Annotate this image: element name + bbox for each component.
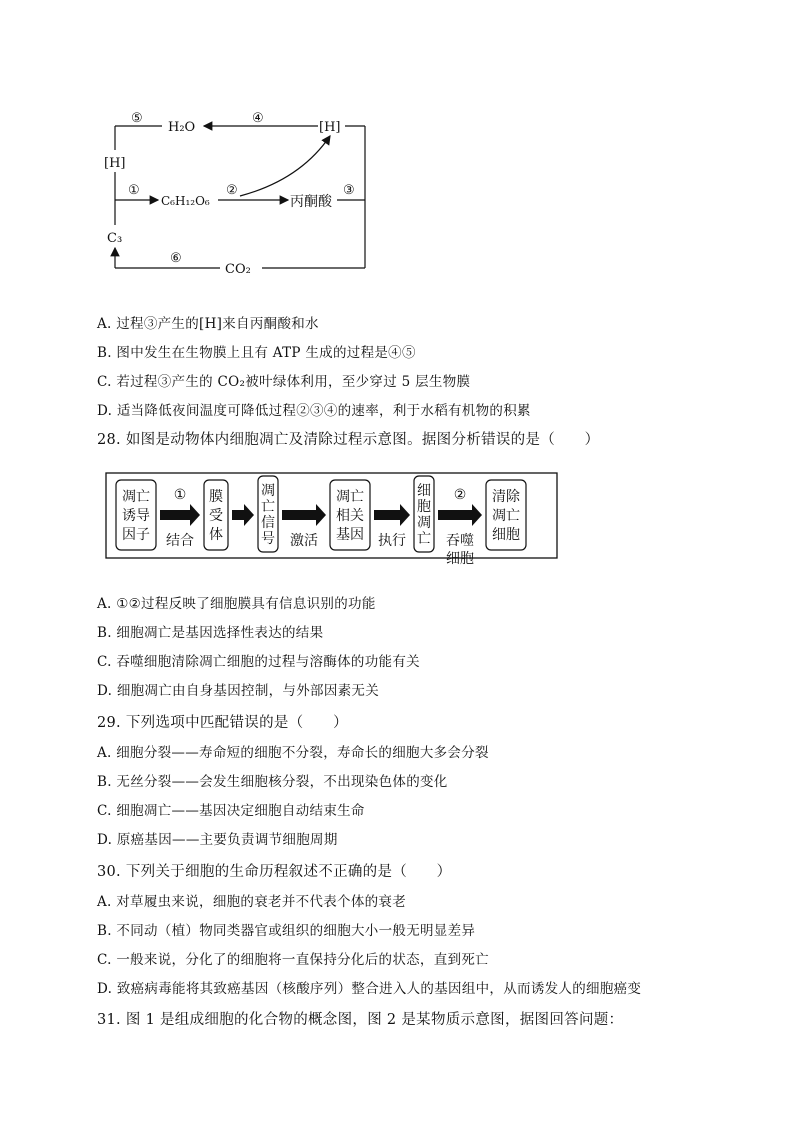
q27-option-c: C. 若过程③产生的 CO₂被叶绿体利用，至少穿过 5 层生物膜	[97, 374, 471, 390]
flow-arrow-4-bottom-label: 执行	[378, 533, 406, 549]
flow-box-4-text: 凋亡	[336, 489, 364, 505]
q29-option-d: D. 原癌基因——主要负责调节细胞周期	[97, 832, 338, 848]
label-circle-4: ④	[252, 111, 264, 126]
flow-box-4-text: 相关	[336, 508, 364, 524]
q28-option-c: C. 吞噬细胞清除凋亡细胞的过程与溶酶体的功能有关	[97, 654, 420, 670]
q29-option-a: A. 细胞分裂——寿命短的细胞不分裂，寿命长的细胞大多会分裂	[97, 745, 489, 761]
label-c3: C₃	[107, 231, 123, 246]
label-circle-2: ②	[226, 183, 238, 198]
flow-box-3-text: 凋	[261, 483, 275, 499]
apoptosis-diagram	[106, 473, 557, 567]
metabolism-diagram	[104, 111, 365, 277]
flow-box-3-text: 信	[261, 515, 275, 531]
label-circle-1: ①	[128, 183, 140, 198]
flow-box-5-text: 凋	[417, 515, 431, 531]
q30-option-b: B. 不同动（植）物同类器官或组织的细胞大小一般无明显差异	[97, 923, 476, 939]
flow-arrow-5-bottom-label: 细胞	[446, 551, 474, 567]
flow-box-5-text: 胞	[417, 499, 431, 515]
flow-box-2-text: 受	[209, 508, 223, 524]
q30-option-d: D. 致癌病毒能将其致癌基因（核酸序列）整合进入人的基因组中，从而诱发人的细胞癌变	[97, 981, 642, 997]
flow-arrow-1	[160, 504, 200, 526]
label-co2: CO₂	[225, 262, 251, 277]
flow-box-6-text: 细胞	[492, 527, 520, 543]
q31-stem: 31. 图 1 是组成细胞的化合物的概念图，图 2 是某物质示意图，据图回答问题：	[97, 1012, 624, 1028]
label-glucose: C₆H₁₂O₆	[161, 194, 210, 208]
q29-option-b: B. 无丝分裂——会发生细胞核分裂，不出现染色体的变化	[97, 774, 448, 790]
label-circle-6: ⑥	[170, 251, 182, 266]
flow-box-6-text: 凋亡	[492, 508, 520, 524]
flow-arrow-3-bottom-label: 激活	[290, 533, 318, 549]
q29-stem: 29. 下列选项中匹配错误的是（ ）	[97, 715, 348, 731]
label-h2o: H₂O	[168, 120, 196, 135]
flow-arrow-5-top-label: ②	[453, 487, 467, 503]
q30-option-a: A. 对草履虫来说，细胞的衰老并不代表个体的衰老	[97, 894, 407, 910]
flow-arrow-1-bottom-label: 结合	[166, 533, 194, 549]
flow-arrow-1-top-label: ①	[173, 487, 187, 503]
q30-stem: 30. 下列关于细胞的生命历程叙述不正确的是（ ）	[97, 864, 452, 880]
label-h-left: [H]	[104, 156, 126, 171]
q27-option-a: A. 过程③产生的[H]来自丙酮酸和水	[97, 316, 319, 332]
q28-stem: 28. 如图是动物体内细胞凋亡及清除过程示意图。据图分析错误的是（ ）	[97, 432, 600, 448]
flow-arrow-2	[232, 504, 254, 526]
flow-arrow-5	[438, 504, 482, 526]
flow-box-6-text: 清除	[492, 489, 520, 505]
q27-option-d: D. 适当降低夜间温度可降低过程②③④的速率，利于水稻有机物的积累	[97, 403, 531, 419]
flow-arrow-3	[282, 504, 326, 526]
flow-box-5-text: 亡	[417, 531, 431, 547]
q29-option-c: C. 细胞凋亡——基因决定细胞自动结束生命	[97, 803, 365, 819]
label-pyruvate: 丙酮酸	[290, 194, 332, 210]
flow-arrow-4	[374, 504, 410, 526]
label-h-top: [H]	[319, 120, 341, 135]
flow-box-5-text: 细	[417, 483, 431, 499]
flow-box-3-text: 亡	[261, 499, 275, 515]
q28-option-b: B. 细胞凋亡是基因选择性表达的结果	[97, 625, 324, 641]
flow-box-1-text: 诱导	[122, 508, 150, 524]
flow-box-2-text: 体	[209, 527, 223, 543]
flow-arrow-5-bottom-label: 吞噬	[446, 533, 474, 549]
flow-box-2-text: 膜	[209, 489, 223, 505]
q27-option-b: B. 图中发生在生物膜上且有 ATP 生成的过程是④⑤	[97, 345, 416, 361]
flow-box-1-text: 凋亡	[122, 489, 150, 505]
label-circle-3: ③	[343, 183, 355, 198]
flow-box-4-text: 基因	[336, 527, 364, 543]
label-circle-5: ⑤	[131, 111, 143, 126]
flow-box-1-text: 因子	[122, 527, 150, 543]
q28-option-a: A. ①②过程反映了细胞膜具有信息识别的功能	[97, 596, 376, 612]
flow-box-3-text: 号	[261, 531, 275, 547]
q28-option-d: D. 细胞凋亡由自身基因控制，与外部因素无关	[97, 683, 380, 699]
q30-option-c: C. 一般来说，分化了的细胞将一直保持分化后的状态，直到死亡	[97, 952, 489, 968]
